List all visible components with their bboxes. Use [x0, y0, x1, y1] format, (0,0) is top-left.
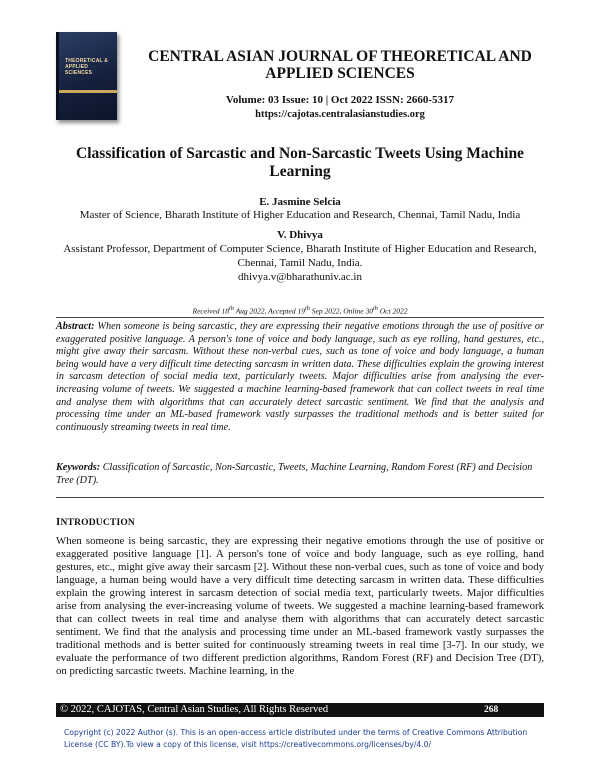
received-dates: Received 18th Aug 2022, Accepted 19th Sep 2022, Online 30th Oct 2022 [192, 305, 408, 316]
abstract-label: Abstract: [56, 321, 95, 332]
author-affiliation-1: Master of Science, Bharath Institute of Higher Education and Research, Chennai, Tamil Nadu, India [79, 209, 521, 221]
copyright-text: © 2022, CAJOTAS, Central Asian Studies, All Rights Reserved [60, 704, 329, 715]
license-notice[interactable]: Copyright (c) 2022 Author (s). This is an open-access article distributed under the terms of Creative Commons Attribution License (CC BY).To view a copy of this license, visit https://creativecommons.org/licenses/by/4.0/ [64, 728, 528, 749]
keywords-label: Keywords: [56, 462, 101, 473]
journal-cover-image [56, 32, 117, 120]
page-number: 268 [484, 705, 499, 715]
volume-line: Volume: 03 Issue: 10 | Oct 2022 ISSN: 2660-5317 [225, 94, 455, 106]
cover-band [59, 90, 117, 93]
introduction-text: When someone is being sarcastic, they are expressing their negative emotions through the use of positive or exaggerated positive language [1]. A person's tone of voice and body language, such as eye rolling, hand gestures, etc., might give away their sarcasm [2]. Without these non-verbal cues, such as tone of voice and body language, a human being would have a very difficult time detecting sarcasm in written data. These difficulties explain the growing interest in sarcasm detection of social media text, particularly tweets. Major difficulties arise from analysing the ever-increasing volume of tweets. We suggested a machine learning-based framework that can collect tweets in real time and analyse them with algorithms that can accurately detect sarcastic sentiment. We find that the analysis and processing time under an ML-based framework vastly surpasses the traditional methods and is better suited for continuously streaming tweets in real time [3-7]. In our study, we evaluate the performance of two different prediction algorithms, Random Forest (RF) and Decision Tree (DT), on predicting sarcastic tweets. Machine learning, in the [56, 535, 544, 677]
abstract-text: When someone is being sarcastic, they are expressing their negative emotions through the use of positive or exaggerated positive language. A person's tone of voice and body language, such as eye rolling, hand gestures, etc., might give away their sarcasm. Without these non-verbal cues, such as tone of voice and body language, a human being would have a very difficult time detecting sarcasm in written data. These difficulties explain the growing interest in sarcasm detection of social media text, particularly tweets. Major difficulties arise from analysing the ever-increasing volume of tweets. We suggested a machine learning-based framework that can collect tweets in real time and analyse them with algorithms that can accurately detect sarcastic sentiment. We find that the analysis and processing time under an ML-based framework vastly surpasses the traditional methods and is better suited for continuously streaming tweets in real time. [56, 321, 544, 433]
section-heading-introduction: INTRODUCTION [56, 516, 135, 528]
author-affiliation-2: Assistant Professor, Department of Computer Science, Bharath Institute of Higher Education and Research, Chennai, Tamil Nadu, India. [63, 243, 537, 269]
author-name-2: V. Dhivya [277, 229, 323, 241]
abstract [56, 321, 544, 434]
divider-bottom [56, 497, 544, 498]
paper-title: Classification of Sarcastic and Non-Sarcastic Tweets Using Machine Learning [76, 145, 524, 180]
keywords-text: Classification of Sarcastic, Non-Sarcastic, Tweets, Machine Learning, Random Forest (RF) and Decision Tree (DT). [56, 462, 533, 486]
author-name-1: E. Jasmine Selcia [259, 196, 341, 208]
journal-url[interactable]: https://cajotas.centralasianstudies.org [255, 109, 425, 120]
journal-cover-text: THEORETICAL & APPLIED SCIENCES [65, 58, 109, 76]
footer-bar [56, 703, 544, 717]
keywords [56, 462, 544, 487]
author-email-2[interactable]: dhivya.v@bharathuniv.ac.in [238, 271, 362, 283]
divider-top [56, 317, 544, 318]
journal-title: CENTRAL ASIAN JOURNAL OF THEORETICAL AND APPLIED SCIENCES [148, 48, 532, 82]
